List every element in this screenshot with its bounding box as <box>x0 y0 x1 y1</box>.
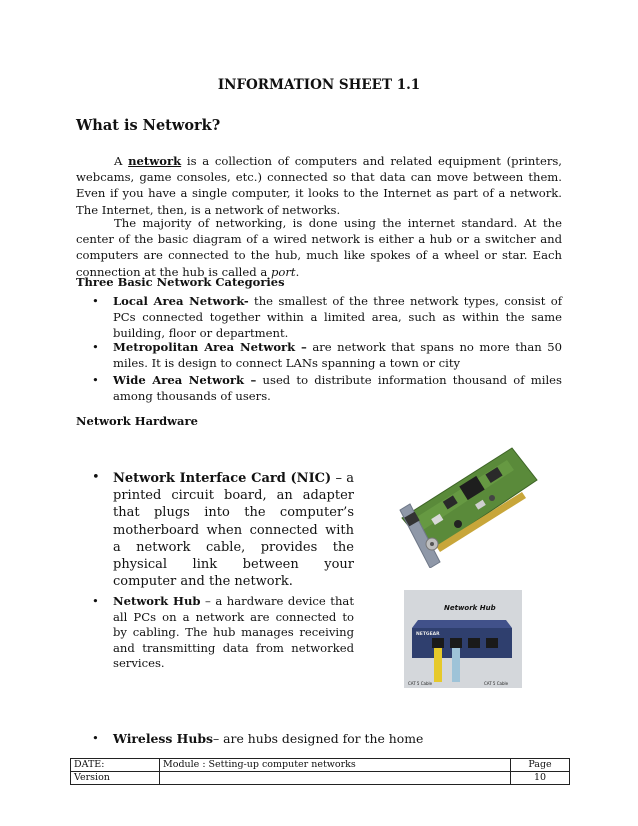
nic-card-image <box>392 440 542 568</box>
list-item-wan <box>113 373 562 405</box>
wireless-term: Wireless Hubs <box>113 731 214 746</box>
paragraph-network-definition <box>76 153 562 218</box>
footer-module: Module : Setting-up computer networks <box>160 759 511 772</box>
categories-heading: Three Basic Network Categories <box>76 275 285 289</box>
footer-blank <box>160 772 511 785</box>
cable-label-1: CAT 5 Cable <box>408 681 433 686</box>
para1-body: is a collection of computers and related equipment (printers, webcams, game consoles, etc.) connected so that data can move between them. Even if you have a single computer, it looks to the Internet as part of a network. The Internet, then, is a network of networks. <box>76 154 562 217</box>
page-title: INFORMATION SHEET 1.1 <box>217 77 421 93</box>
para2-end: . <box>295 264 300 279</box>
wan-desc: used to distribute information thousand of miles among thousands of users. <box>113 373 562 403</box>
network-hub-illustration <box>404 590 522 688</box>
wan-term: Wide Area Network – <box>113 373 257 387</box>
hub-brand-label: NETGEAR <box>416 632 440 637</box>
cable-label-2: CAT 5 Cable <box>484 681 509 686</box>
bullet-icon: • <box>92 470 100 485</box>
para1-prefix: A <box>114 154 129 168</box>
list-item-hub <box>113 594 354 672</box>
wireless-desc: – are hubs designed for the home <box>213 731 424 746</box>
footer-table <box>70 758 570 785</box>
footer-row <box>71 759 570 772</box>
network-hub-image <box>404 590 522 688</box>
bullet-icon: • <box>92 731 99 745</box>
footer-page-label: Page <box>511 759 570 772</box>
hub-image-label: Network Hub <box>444 604 496 612</box>
footer-date: DATE: <box>71 759 160 772</box>
paragraph-networking-standard <box>76 215 562 280</box>
footer-page-number: 10 <box>511 772 570 785</box>
hardware-heading: Network Hardware <box>76 414 198 428</box>
nic-card-illustration <box>392 440 542 568</box>
footer-version: Version <box>71 772 160 785</box>
para2-body: The majority of networking, is done using the internet standard. At the center of the basic diagram of a wired network is either a hub or a switcher and computers are connected to the hub, much like spokes of a wheel or star. Each connection at the hub is called a <box>76 216 562 279</box>
bullet-icon: • <box>92 373 99 387</box>
bullet-icon: • <box>92 340 99 354</box>
list-item-man <box>113 340 562 372</box>
man-term: Metropolitan Area Network – <box>113 340 307 354</box>
man-desc: are network that spans no more than 50 miles. It is design to connect LANs spanning a town or city <box>113 340 562 370</box>
bullet-icon: • <box>92 294 99 308</box>
nic-desc: – a printed circuit board, an adapter that plugs into the computer’s motherboard when connected with a network cable, provides the physical link between your computer and the network. <box>113 471 355 590</box>
list-item-wireless-hubs <box>113 731 562 747</box>
port-term: port <box>270 264 296 279</box>
hub-desc: – a hardware device that all PCs on a network are connected to by cabling. The hub manages receiving and transmitting data from networked services. <box>113 594 354 671</box>
lan-term: Local Area Network- <box>113 294 249 308</box>
list-item-nic <box>113 470 354 590</box>
network-term: network <box>128 154 182 168</box>
footer-row <box>71 772 570 785</box>
bullet-icon: • <box>92 594 99 608</box>
lan-desc: the smallest of the three network types, consist of PCs connected together within a limited area, such as within the same building, floor or department. <box>113 294 563 340</box>
hub-term: Network Hub <box>113 594 201 608</box>
section-heading: What is Network? <box>76 117 221 134</box>
nic-term: Network Interface Card (NIC) <box>113 471 332 486</box>
list-item-lan <box>113 294 562 341</box>
